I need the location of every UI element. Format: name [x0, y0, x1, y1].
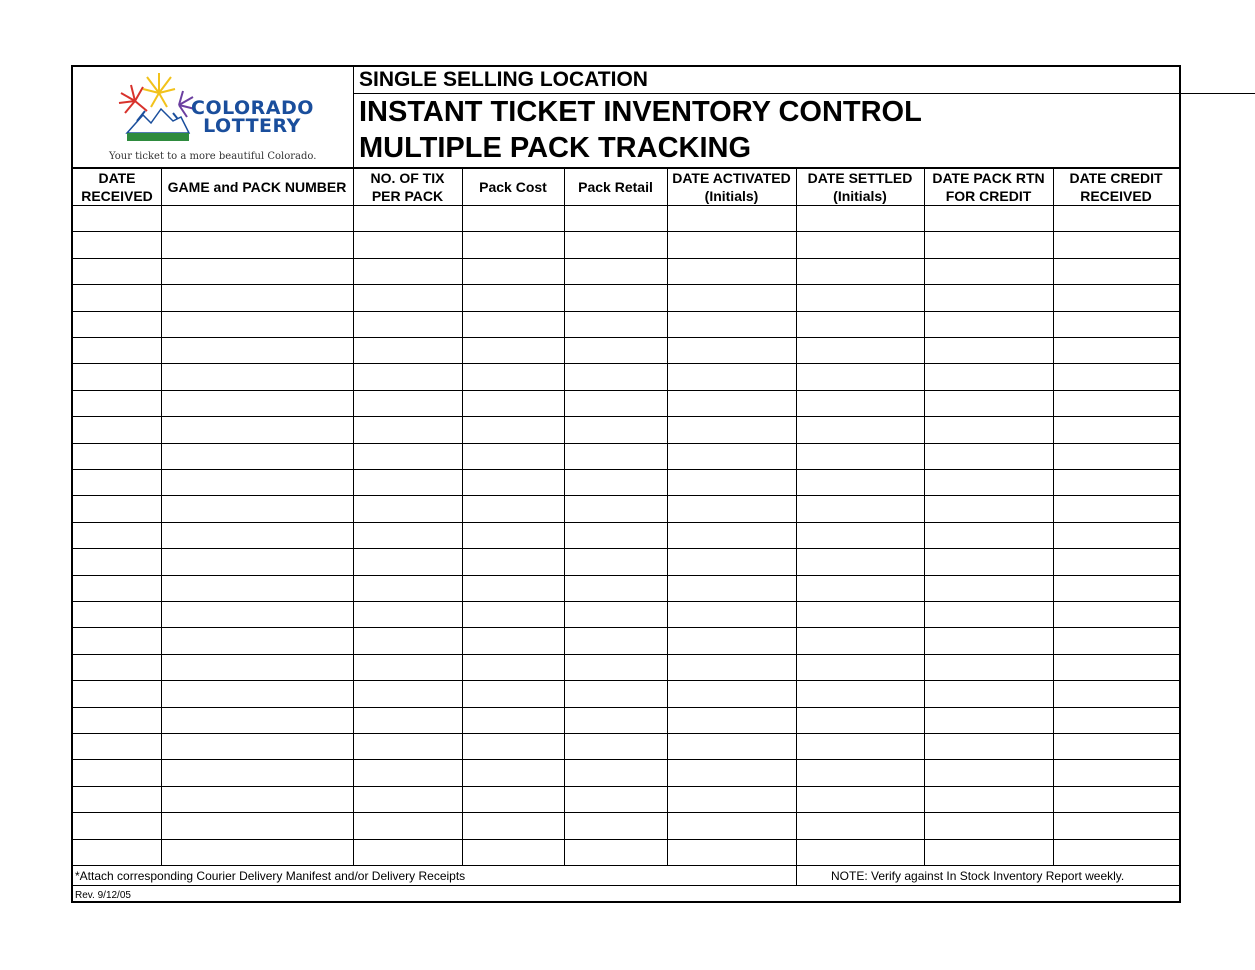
colorado-lottery-logo: [109, 71, 359, 163]
footer-rule: [73, 885, 1179, 886]
table-row: [73, 733, 1179, 734]
inventory-form: [71, 65, 1181, 903]
header-bottom-rule: [73, 205, 1179, 206]
header-divider: [353, 67, 354, 168]
table-row: [73, 363, 1179, 364]
column-divider: [667, 169, 668, 865]
header-rule-1: [353, 93, 1255, 94]
logo-tagline: Your ticket to a more beautiful Colorado.: [109, 151, 317, 162]
column-header-5: Pack Retail: [578, 179, 653, 195]
table-row: [73, 759, 1179, 760]
verify-note: NOTE: Verify against In Stock Inventory Report weekly.: [831, 869, 1125, 883]
fireworks-icon: [117, 71, 197, 141]
column-header-2: GAME and PACK NUMBER: [167, 179, 347, 195]
table-row: [73, 416, 1179, 417]
table-row: [73, 601, 1179, 602]
column-divider: [1053, 169, 1054, 865]
logo-brand-line1: COLORADO: [191, 97, 314, 119]
table-row: [73, 654, 1179, 655]
column-header-7: DATE SETTLED (Initials): [807, 170, 913, 204]
column-header-8: DATE PACK RTN FOR CREDIT: [932, 170, 1045, 204]
table-row: [73, 575, 1179, 576]
selling-location-title: SINGLE SELLING LOCATION: [359, 68, 648, 91]
column-divider: [796, 169, 797, 865]
column-header-1: DATE RECEIVED: [81, 170, 153, 204]
column-divider: [161, 169, 162, 865]
table-row: [73, 786, 1179, 787]
table-row: [73, 390, 1179, 391]
column-divider: [924, 169, 925, 865]
table-row: [73, 469, 1179, 470]
column-divider: [564, 169, 565, 865]
table-row: [73, 284, 1179, 285]
form-title-line2: MULTIPLE PACK TRACKING: [359, 132, 752, 164]
table-row: [73, 522, 1179, 523]
revision-label: Rev. 9/12/05: [75, 890, 131, 901]
table-row: [73, 337, 1179, 338]
table-row: [73, 311, 1179, 312]
column-header-4: Pack Cost: [479, 179, 547, 195]
table-row: [73, 627, 1179, 628]
table-row: [73, 839, 1179, 840]
footer-divider: [796, 865, 797, 885]
table-row: [73, 258, 1179, 259]
table-row: [73, 680, 1179, 681]
table-row: [73, 707, 1179, 708]
column-header-9: DATE CREDIT RECEIVED: [1069, 170, 1163, 204]
logo-brand-line2: LOTTERY: [203, 115, 301, 137]
table-row: [73, 865, 1179, 866]
column-divider: [353, 169, 354, 865]
form-title-line1: INSTANT TICKET INVENTORY CONTROL: [359, 96, 922, 128]
column-divider: [462, 169, 463, 865]
table-row: [73, 231, 1179, 232]
table-row: [73, 548, 1179, 549]
table-row: [73, 812, 1179, 813]
table-row: [73, 443, 1179, 444]
column-header-6: DATE ACTIVATED (Initials): [672, 170, 791, 204]
table-row: [73, 495, 1179, 496]
column-header-3: NO. OF TIX PER PACK: [370, 170, 445, 204]
attach-note: *Attach corresponding Courier Delivery Manifest and/or Delivery Receipts: [75, 869, 466, 883]
logo-brand-text: [191, 99, 313, 135]
